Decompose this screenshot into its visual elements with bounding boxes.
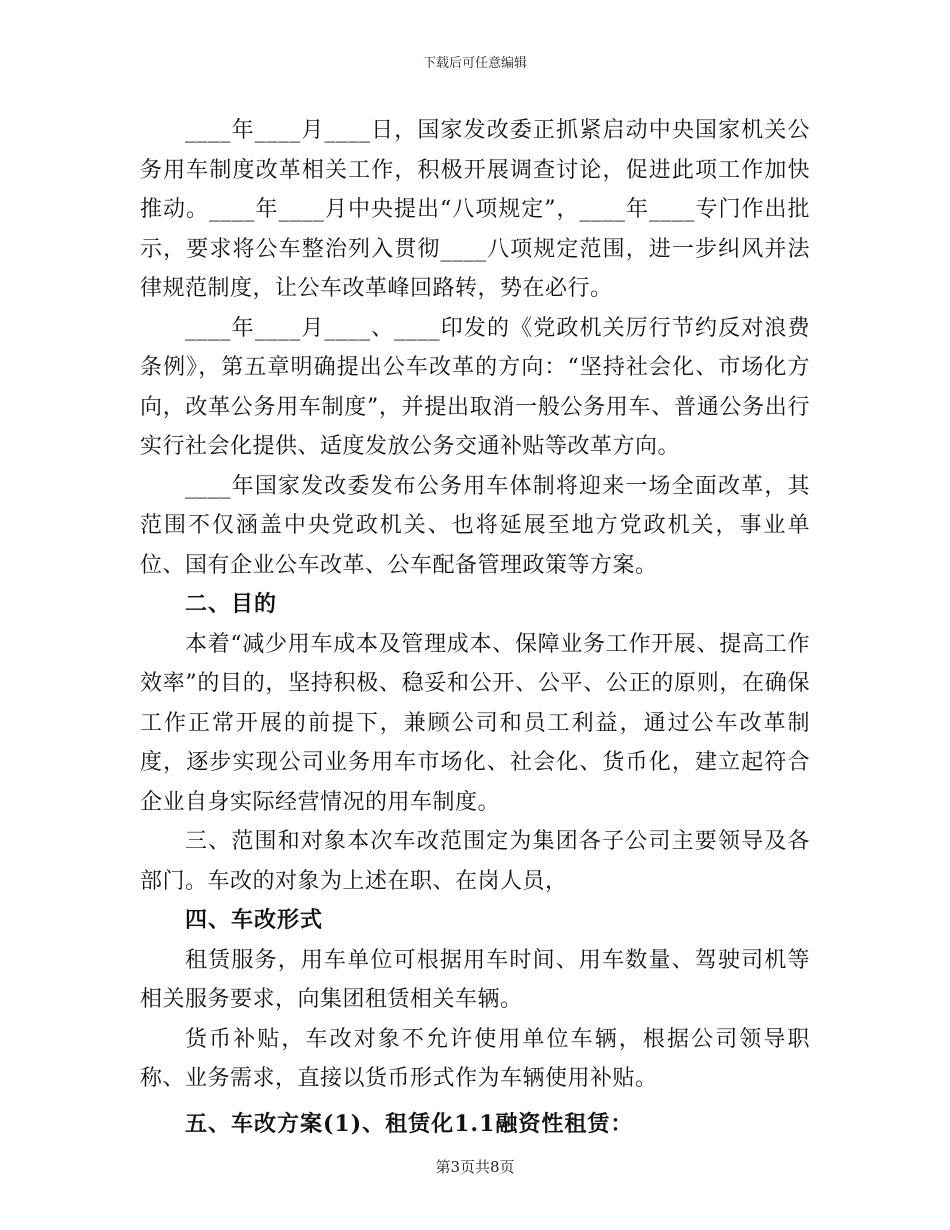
- document-body: [140, 111, 810, 1144]
- section-heading-reform-form: 四、车改形式: [185, 907, 324, 933]
- paragraph-scope: 三、范围和对象本次车改范围定为集团各子公司主要领导及各部门。车改的对象为上述在职、在岗人员，: [140, 829, 810, 894]
- paragraph-monetary-subsidy: 货币补贴，车改对象不允许使用单位车辆，根据公司领导职称、业务需求，直接以货币形式作为车辆使用补贴。: [140, 1026, 810, 1091]
- paragraph-leasing-service: 租赁服务，用车单位可根据用车时间、用车数量、驾驶司机等相关服务要求，向集团租赁相关车辆。: [140, 947, 810, 1012]
- paragraph-background-3: ____年国家发改委发布公务用车体制将迎来一场全面改革，其范围不仅涵盖中央党政机关、也将延展至地方党政机关，事业单位、国有企业公车改革、公车配备管理政策等方案。: [140, 473, 810, 578]
- paragraph-purpose: 本着“减少用车成本及管理成本、保障业务工作开展、提高工作效率”的目的，坚持积极、稳妥和公开、公平、公正的原则，在确保工作正常开展的前提下，兼顾公司和员工利益，通过公车改革制度，逐步实现公司业务用车市场化、社会化、货币化，建立起符合企业自身实际经营情况的用车制度。: [140, 631, 810, 815]
- paragraph-background-2: ____年____月____、____印发的《党政机关厉行节约反对浪费条例》，第五章明确提出公车改革的方向：“坚持社会化、市场化方向，改革公务用车制度”，并提出取消一般公务用车、普通公务出行实行社会化提供、适度发放公务交通补贴等改革方向。: [140, 315, 810, 459]
- page-footer: 第3页共8页: [435, 1158, 515, 1176]
- section-heading-purpose: 二、目的: [185, 591, 278, 617]
- page-header: 下载后可任意编辑: [422, 56, 527, 71]
- section-heading-reform-plan: 五、车改方案(1)、租赁化1.1融资性租赁：: [185, 1110, 634, 1137]
- paragraph-background-1: ____年____月____日，国家发改委正抓紧启动中央国家机关公务用车制度改革相关工作，积极开展调查讨论，促进此项工作加快推动。____年____月中央提出“八项规定”，____年____专门作出批示，要求将公车整治列入贯彻____八项规定范围，进一步纠风并法律规范制度，让公车改革峰回路转，势在必行。: [140, 118, 810, 301]
